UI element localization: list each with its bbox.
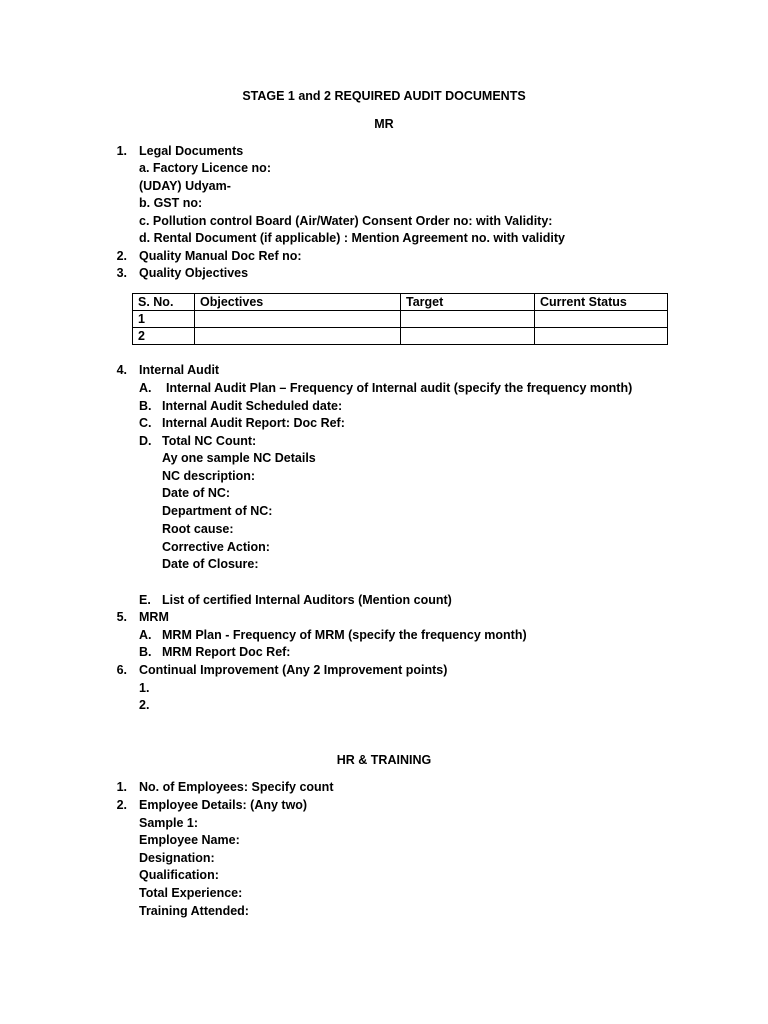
internal-audit-scheduled-date: Internal Audit Scheduled date: <box>162 399 343 413</box>
improvement-point: 2. <box>139 698 150 712</box>
legal-rental-document: d. Rental Document (if applicable) : Mention Agreement no. with validity <box>139 231 565 245</box>
sub-letter: B. <box>139 399 152 413</box>
table-row <box>133 328 668 345</box>
employee-detail-line: Training Attended: <box>139 904 249 918</box>
item-number: 1. <box>116 780 127 794</box>
internal-audit-report: Internal Audit Report: Doc Ref: <box>162 416 345 430</box>
sub-letter: E. <box>139 593 151 607</box>
item-number: 4. <box>116 363 127 377</box>
table-row <box>133 311 668 328</box>
employee-detail-line: Employee Name: <box>139 833 240 847</box>
item-quality-manual: Quality Manual Doc Ref no: <box>139 249 302 263</box>
internal-audit-plan: Internal Audit Plan – Frequency of Internal audit (specify the frequency month) <box>166 381 633 395</box>
item-employee-details: Employee Details: (Any two) <box>139 798 308 812</box>
total-nc-count: Total NC Count: <box>162 434 257 448</box>
sub-letter: B. <box>139 645 152 659</box>
item-legal-documents: Legal Documents <box>139 144 244 158</box>
table-header-cell: Target <box>401 294 535 311</box>
sub-letter: C. <box>139 416 152 430</box>
table-cell <box>535 311 668 328</box>
item-number: 2. <box>116 798 127 812</box>
nc-detail: Corrective Action: <box>162 540 270 554</box>
item-no-of-employees: No. of Employees: Specify count <box>139 780 334 794</box>
improvement-point: 1. <box>139 681 150 695</box>
table-cell <box>401 328 535 345</box>
item-number: 1. <box>116 144 127 158</box>
employee-detail-line: Total Experience: <box>139 886 243 900</box>
mrm-report: MRM Report Doc Ref: <box>162 645 291 659</box>
nc-detail: Date of Closure: <box>162 557 259 571</box>
legal-factory-licence: a. Factory Licence no: <box>139 161 271 175</box>
sub-letter: A. <box>139 381 152 395</box>
table-cell <box>535 328 668 345</box>
nc-detail: Ay one sample NC Details <box>162 451 316 465</box>
section-heading-hr: HR & TRAINING <box>336 753 432 767</box>
document-title: STAGE 1 and 2 REQUIRED AUDIT DOCUMENTS <box>242 89 526 103</box>
table-cell: 2 <box>133 328 195 345</box>
employee-detail-line: Qualification: <box>139 868 219 882</box>
table-cell <box>195 311 401 328</box>
item-continual-improvement: Continual Improvement (Any 2 Improvement points) <box>139 663 448 677</box>
table-cell: 1 <box>133 311 195 328</box>
table-header-cell: Objectives <box>195 294 401 311</box>
employee-detail-line: Sample 1: <box>139 816 199 830</box>
employee-detail-line: Designation: <box>139 851 215 865</box>
item-number: 6. <box>116 663 127 677</box>
table-header-row <box>133 294 668 311</box>
table-header-cell: Current Status <box>535 294 668 311</box>
item-internal-audit: Internal Audit <box>139 363 220 377</box>
certified-internal-auditors: List of certified Internal Auditors (Mention count) <box>162 593 452 607</box>
table-cell <box>195 328 401 345</box>
legal-pollution-control: c. Pollution control Board (Air/Water) Consent Order no: with Validity: <box>139 214 553 228</box>
nc-detail: Root cause: <box>162 522 234 536</box>
item-number: 5. <box>116 610 127 624</box>
item-number: 2. <box>116 249 127 263</box>
item-quality-objectives: Quality Objectives <box>139 266 249 280</box>
nc-detail: NC description: <box>162 469 256 483</box>
nc-detail: Department of NC: <box>162 504 273 518</box>
section-heading-mr: MR <box>374 117 394 131</box>
sub-letter: D. <box>139 434 152 448</box>
legal-udyam: (UDAY) Udyam- <box>139 179 231 193</box>
table-header-cell: S. No. <box>133 294 195 311</box>
item-mrm: MRM <box>139 610 169 624</box>
item-number: 3. <box>116 266 127 280</box>
mrm-plan: MRM Plan - Frequency of MRM (specify the frequency month) <box>162 628 527 642</box>
nc-detail: Date of NC: <box>162 486 231 500</box>
quality-objectives-table <box>132 293 668 345</box>
table-cell <box>401 311 535 328</box>
sub-letter: A. <box>139 628 152 642</box>
legal-gst: b. GST no: <box>139 196 203 210</box>
